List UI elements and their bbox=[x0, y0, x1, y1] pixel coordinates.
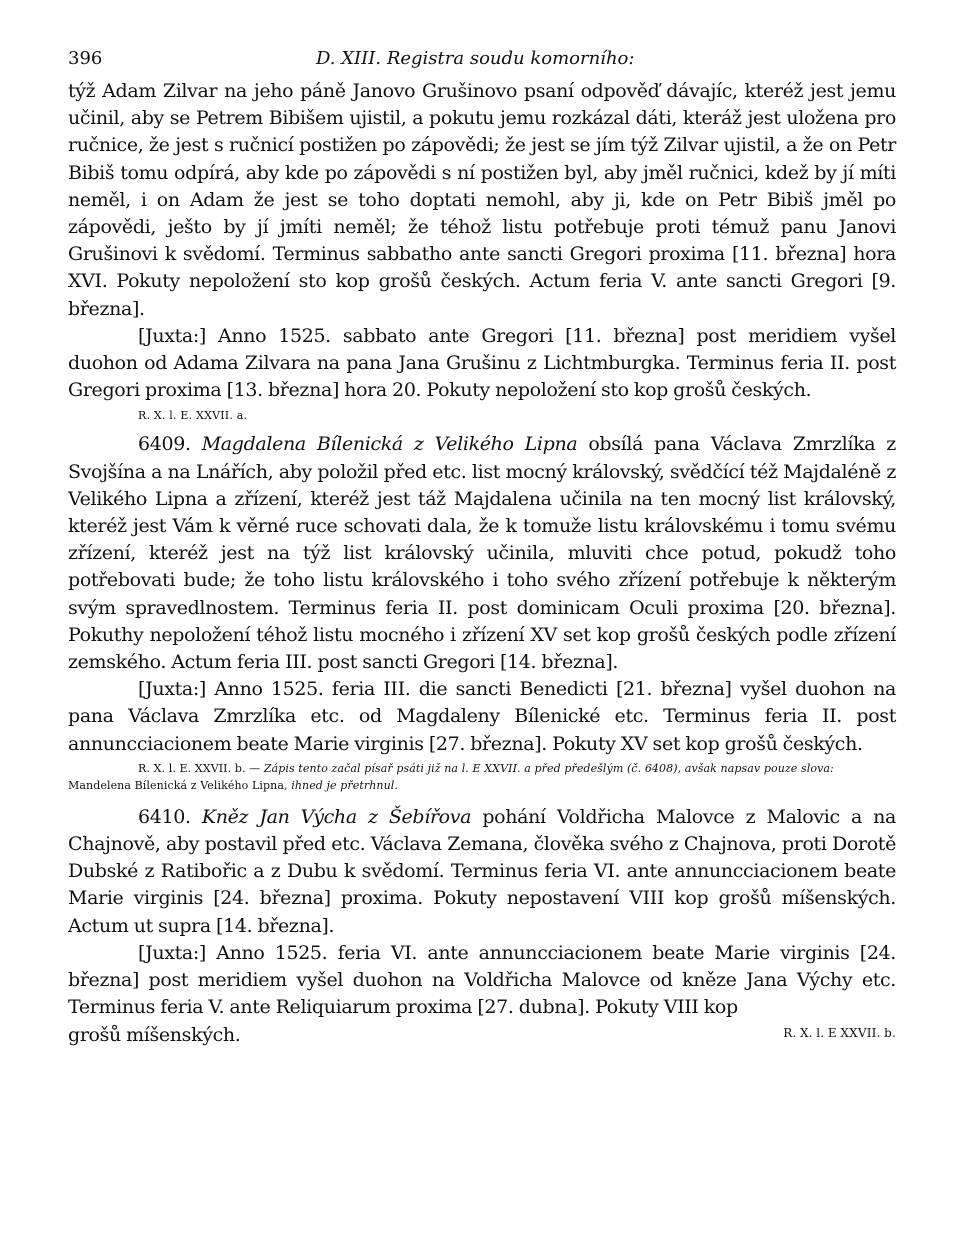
entry-number: 6409. bbox=[138, 433, 191, 456]
entry-text: pohání Voldřicha Malovce z Malovic a na Chajnově, aby postavil před etc. Václava Zemana, člověka svého z Chajnova, proti Dorotě Dubské z Ratibořic a z Dubu k svědomí. Terminus feria VI. ante annuncciacionem beate Marie virginis [24. března] proxima. Pokuty nepostavení VIII kop grošů míšenských. Actum ut supra [14. března]. bbox=[68, 805, 896, 937]
closing-line bbox=[68, 1022, 896, 1049]
source-reference-2: R. X. l. E XXVII. b. bbox=[783, 1025, 896, 1040]
entry-6409 bbox=[68, 431, 896, 676]
entry-number: 6410. bbox=[138, 805, 191, 828]
footnote-quote: Mandelena Bílenická z Velikého Lipna, bbox=[68, 778, 288, 792]
closing-text: grošů míšenských. bbox=[68, 1023, 241, 1046]
entry-party-name: Kněz Jan Výcha z Šebířova bbox=[201, 805, 472, 828]
page-header bbox=[68, 44, 896, 78]
footnote-note: Zápis tento začal písař psáti již na l. E XXVII. a před předešlým (č. 6408), avšak napsav pouze slova: bbox=[263, 761, 834, 775]
footnote bbox=[68, 760, 896, 794]
source-reference-1: R. X. l. E. XXVII. a. bbox=[138, 409, 248, 423]
paragraph-juxta-3: [Juxta:] Anno 1525. feria VI. ante annuncciacionem beate Marie virginis [24. března] post meridiem vyšel duohon na Voldřicha Malovce od kněze Jana Výchy etc. Terminus feria V. ante Reliquiarum proxima [27. dubna]. Pokuty VIII kop bbox=[68, 941, 896, 1019]
entry-text: obsílá pana Václava Zmrzlíka z Svojšína a na Lnářích, aby položil před etc. list mocný královský, svědčící též Majdaléně z Velikého Lipna a zřízení, kteréž jest táž Majdalena učinila na ten mocný list královský, kteréž jest Vám k věrné ruce schovati dala, že k tomuže listu královskému i tomu svému zřízení, kteréž jest na týž list královský učinila, mluviti chce potud, pokudž toho potřebovati bude; že toho listu královského i toho svého zřízení potřebuje k některým svým spravedlnostem. Terminus feria II. post dominicam Oculi proxima [20. března]. Pokuthy nepoložení téhož listu mocného i zřízení XV set kop grošů českých podle zřízení zemského. Actum feria III. post sancti Gregori [14. března]. bbox=[68, 433, 896, 674]
footnote-source: R. X. l. E. XXVII. b. bbox=[138, 761, 246, 775]
footnote-ending: ihned je přetrhnul. bbox=[291, 778, 399, 792]
paragraph-continuation: týž Adam Zilvar na jeho páně Janovo Grušinovo psaní odpověď dávajíc, kteréž jest jemu učinil, aby se Petrem Bibišem ujistil, a pokutu jemu rozkázal dáti, kteráž jest uložena pro ručnice, že jest s ručnicí postižen po zápovědi; že jest se jím týž Zilvar ujistil, a že on Petr Bibiš tomu odpírá, aby kde po zápovědi s ní postižen byl, aby jměl ručnici, kdež by jí míti neměl, i on Adam že jest se toho doptati nemohl, aby ji, kde on Petr Bibiš jměl po zápovědi, ješto by jí jmíti neměl; že téhož listu potřebuje proti témuž panu Janovi Grušinovi k svědomí. Terminus sabbatho ante sancti Gregori proxima [11. března] hora XVI. Pokuty nepoložení sto kop grošů českých. Actum feria V. ante sancti Gregori [9. března]. bbox=[68, 80, 896, 320]
page-number: 396 bbox=[68, 48, 103, 69]
document-page bbox=[68, 44, 896, 1049]
entry-party-name: Magdalena Bílenická z Velikého Lipna bbox=[201, 433, 578, 456]
running-title: D. XIII. Registra soudu komorního: bbox=[316, 48, 635, 69]
paragraph-juxta-1: [Juxta:] Anno 1525. sabbato ante Gregori [11. března] post meridiem vyšel duohon od Adama Zilvara na pana Jana Grušinu z Lichtmburgka. Terminus feria II. post Gregori proxima [13. března] hora 20. Pokuty nepoložení sto kop grošů českých. bbox=[68, 324, 896, 402]
footnote-dash: — bbox=[249, 761, 261, 775]
entry-6410 bbox=[68, 804, 896, 940]
paragraph-juxta-2: [Juxta:] Anno 1525. feria III. die sancti Benedicti [21. března] vyšel duohon na pana Václava Zmrzlíka etc. od Magdaleny Bílenické etc. Terminus feria II. post annuncciacionem beate Marie virginis [27. března]. Pokuty XV set kop grošů českých. bbox=[68, 678, 896, 755]
